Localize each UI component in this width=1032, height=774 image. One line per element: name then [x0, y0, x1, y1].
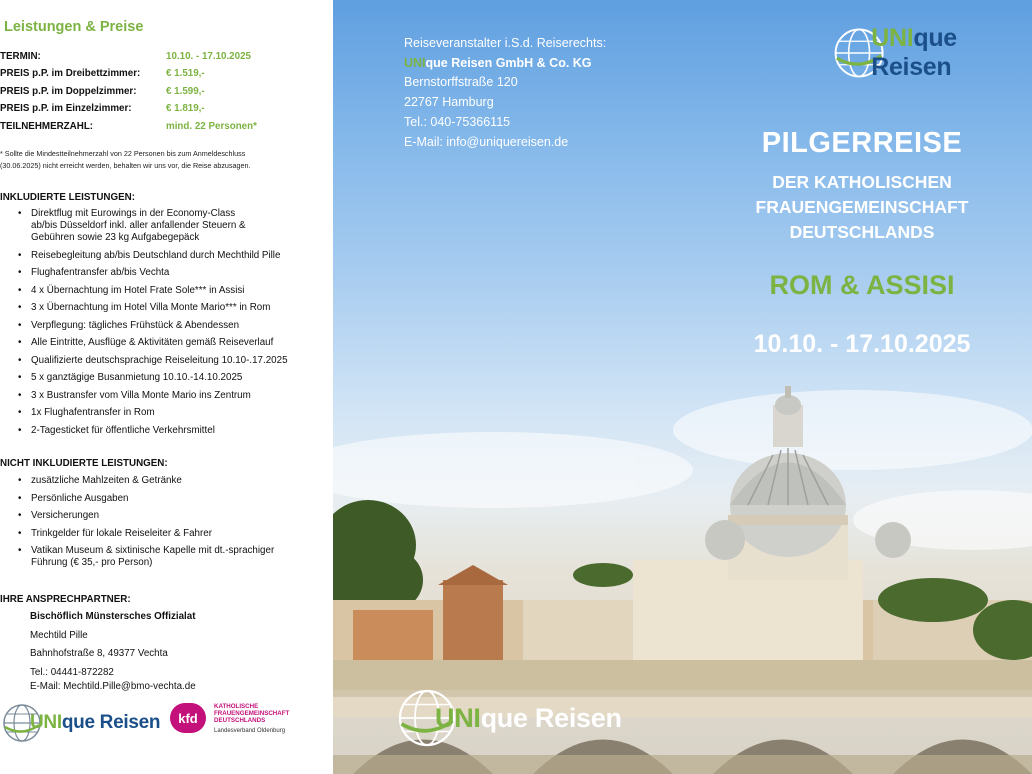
- price-label: TERMIN:: [0, 51, 41, 62]
- price-row-double: [0, 86, 333, 102]
- list-item-line: • Vatikan Museum & sixtinische Kapelle mit dt.-sprachiger: [31, 545, 275, 556]
- operator-street: Bernstorffstraße 120: [404, 75, 518, 90]
- logo-uni: UNI: [435, 702, 481, 733]
- price-value: 10.10. - 17.10.2025: [166, 51, 251, 62]
- list-item-line: Gebühren sowie 23 kg Aufgabegepäck: [31, 232, 200, 244]
- subtitle-line: FRAUENGEMEINSCHAFT: [755, 197, 969, 217]
- logo-uni: UNI: [871, 24, 914, 52]
- price-label: PREIS p.P. im Doppelzimmer:: [0, 86, 137, 97]
- list-item-line: • Flughafentransfer ab/bis Vechta: [31, 267, 170, 279]
- price-label: PREIS p.P. im Dreibettzimmer:: [0, 68, 141, 79]
- footnote-line: * Sollte die Mindestteilnehmerzahl von 22 Personen bis zum Anmeldeschluss: [0, 149, 246, 158]
- list-item: [18, 407, 318, 419]
- list-item-line: • 3 x Bustransfer vom Villa Monte Mario ins Zentrum: [31, 389, 251, 401]
- list-item-line: • Direktflug mit Eurowings in der Economy-Class: [31, 208, 236, 219]
- list-item-line: • Verpflegung: tägliches Frühstück & Abendessen: [31, 319, 240, 331]
- list-item-line: • 3 x Übernachtung im Hotel Villa Monte Mario*** in Rom: [31, 302, 271, 314]
- subtitle-line: DER KATHOLISCHEN: [772, 172, 952, 192]
- list-item: [18, 337, 318, 349]
- price-value: € 1.819,-: [166, 103, 205, 114]
- kfd-line: DEUTSCHLANDS: [214, 717, 266, 725]
- list-item-line: • 1x Flughafentransfer in Rom: [31, 407, 155, 419]
- list-item: [18, 372, 318, 384]
- subtitle-line: DEUTSCHLANDS: [789, 222, 935, 242]
- list-item-line: Führung (€ 35,- pro Person): [31, 557, 153, 569]
- list-item-line: • Alle Eintritte, Ausflüge & Aktivitäten gemäß Reiseverlauf: [31, 337, 274, 349]
- contact-phone: Tel.: 04441-872282: [30, 666, 114, 678]
- kfd-subline: Landesverband Oldenburg: [214, 727, 286, 734]
- contact-block: [30, 608, 196, 682]
- operator-phone: Tel.: 040-75366115: [404, 114, 511, 129]
- contact-street: Bahnhofstraße 8, 49377 Vechta: [30, 648, 168, 659]
- trip-subtitle: [673, 170, 1032, 245]
- list-item: [18, 208, 318, 245]
- section-title: Leistungen & Preise: [4, 19, 144, 35]
- company-name: [404, 54, 606, 74]
- list-item: [18, 390, 318, 402]
- list-item-line: • Persönliche Ausgaben: [31, 492, 129, 504]
- list-item-line: • Trinkgelder für lokale Reiseleiter & Fahrer: [31, 527, 212, 539]
- unique-reisen-logo-top: [833, 24, 1032, 82]
- price-value: € 1.599,-: [166, 86, 205, 97]
- list-item-line: • Qualifizierte deutschsprachige Reiseleitung 10.10-.17.2025: [31, 354, 288, 366]
- tour-operator-block: [404, 34, 606, 152]
- list-item: [18, 285, 318, 297]
- operator-label: Reiseveranstalter i.S.d. Reiserechts:: [404, 36, 607, 50]
- company-rest: que Reisen GmbH & Co. KG: [425, 55, 592, 70]
- footnote: [0, 148, 300, 172]
- list-item: [18, 510, 318, 522]
- company-uni: UNI: [404, 55, 426, 70]
- destination-title: ROM & ASSISI: [769, 270, 955, 300]
- operator-city: 22767 Hamburg: [404, 95, 494, 110]
- kfd-line: FRAUENGEMEINSCHAFT: [214, 710, 290, 718]
- list-item: [18, 425, 318, 437]
- unique-reisen-logo: [2, 703, 160, 743]
- price-value: € 1.519,-: [166, 68, 205, 79]
- contact-name: Mechtild Pille: [30, 629, 88, 641]
- price-row-date: [0, 51, 333, 67]
- kfd-line: KATHOLISCHE: [214, 703, 259, 710]
- list-item: [18, 528, 318, 540]
- list-item: [18, 267, 318, 279]
- cover-panel: [333, 0, 1032, 774]
- included-heading: INKLUDIERTE LEISTUNGEN:: [0, 192, 135, 203]
- logo-rest: que Reisen: [480, 702, 622, 733]
- price-value: mind. 22 Personen*: [166, 121, 257, 132]
- list-item-line: • 2-Tagesticket für öffentliche Verkehrsmittel: [31, 424, 215, 436]
- list-item: [18, 475, 318, 487]
- logo-rest: que Reisen: [871, 24, 957, 81]
- logo-rest: que Reisen: [61, 712, 161, 733]
- trip-title: PILGERREISE: [761, 127, 963, 159]
- list-item-line: • 5 x ganztägige Busanmietung 10.10.-14.10.2025: [31, 372, 243, 384]
- kfd-logo: [170, 703, 289, 734]
- price-row-single: [0, 103, 333, 119]
- contact-heading: IHRE ANSPRECHPARTNER:: [0, 594, 131, 605]
- price-row-triple: [0, 68, 333, 84]
- operator-email: E-Mail: info@uniquereisen.de: [404, 134, 569, 149]
- not-included-list: [18, 475, 318, 575]
- list-item-line: • 4 x Übernachtung im Hotel Frate Sole*** in Assisi: [31, 284, 245, 296]
- list-item: [18, 493, 318, 505]
- kfd-badge: kfd: [170, 703, 206, 733]
- contact-org: Bischöflich Münstersches Offizialat: [30, 611, 196, 622]
- list-item: [18, 302, 318, 314]
- price-label: PREIS p.P. im Einzelzimmer:: [0, 103, 132, 114]
- list-item-line: • Reisebegleitung ab/bis Deutschland durch Mechthild Pille: [31, 249, 281, 261]
- list-item: [18, 320, 318, 332]
- footnote-line: (30.06.2025) nicht erreicht werden, behalten wir uns vor, die Reise abzusagen.: [0, 161, 251, 170]
- list-item: [18, 250, 318, 262]
- trip-dates: 10.10. - 17.10.2025: [753, 330, 971, 358]
- included-list: [18, 208, 318, 442]
- list-item-line: • Versicherungen: [31, 510, 100, 521]
- list-item: [18, 545, 318, 569]
- unique-reisen-logo-bottom: [397, 688, 622, 748]
- price-row-participants: [0, 121, 333, 137]
- not-included-heading: NICHT INKLUDIERTE LEISTUNGEN:: [0, 458, 168, 469]
- services-prices-panel: [0, 0, 333, 774]
- list-item-line: • zusätzliche Mahlzeiten & Getränke: [31, 475, 182, 486]
- logo-uni: UNI: [30, 712, 62, 733]
- list-item: [18, 355, 318, 367]
- contact-email: E-Mail: Mechtild.Pille@bmo-vechta.de: [30, 681, 196, 692]
- price-label: TEILNEHMERZAHL:: [0, 121, 94, 132]
- list-item-line: ab/bis Düsseldorf inkl. aller anfallender Steuern &: [31, 220, 246, 232]
